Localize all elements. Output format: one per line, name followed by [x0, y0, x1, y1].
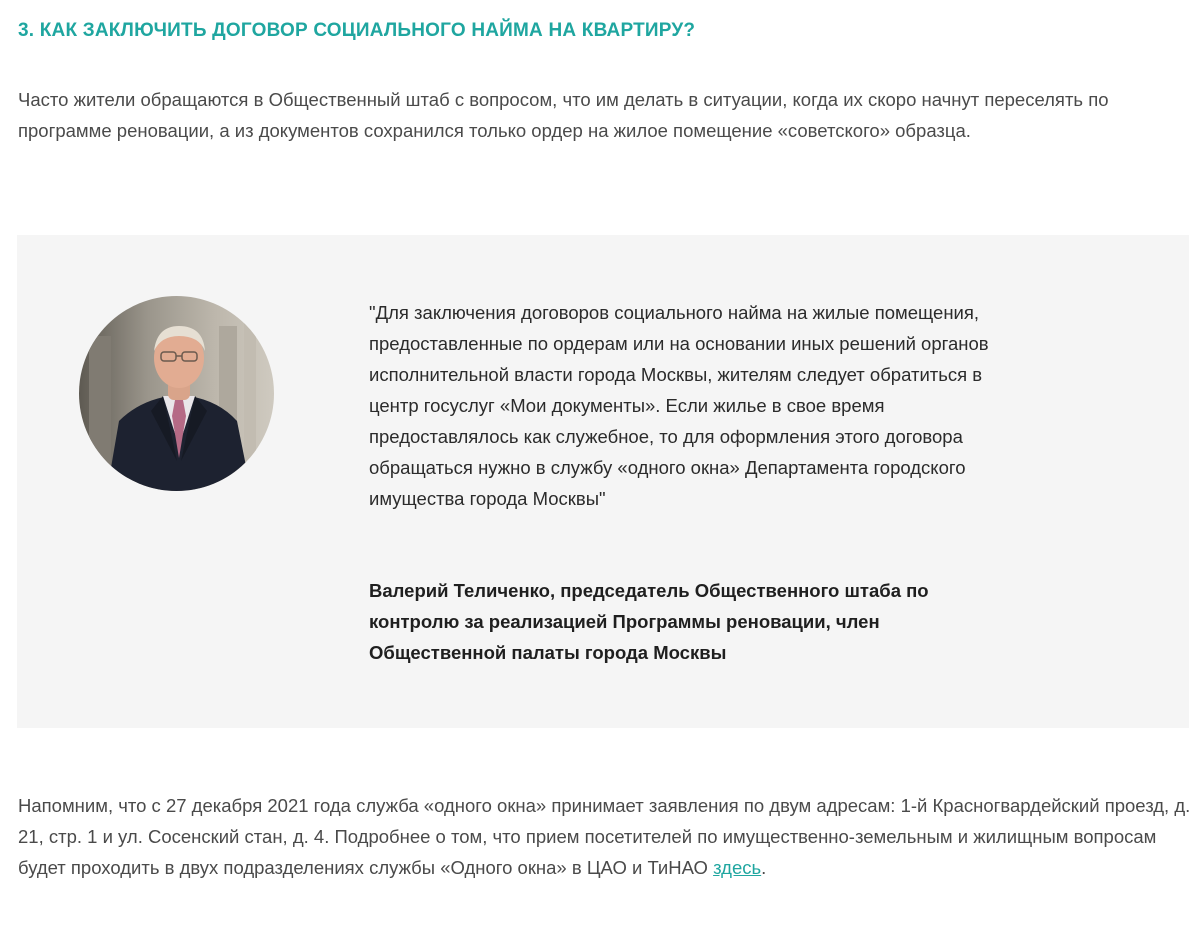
- intro-paragraph: Часто жители обращаются в Общественный штаб с вопросом, что им делать в ситуации, когда их скоро начнут переселять по программе реновации, а из документов сохранился только ордер на жилое помещение «советского» образца.: [18, 89, 1109, 141]
- here-link[interactable]: здесь: [713, 857, 762, 878]
- outro-text: Напомним, что с 27 декабря 2021 года служба «одного окна» принимает заявления по двум адресам: 1-й Красногвардейский проезд, д. 21, стр. 1 и ул. Сосенский стан, д. 4. Подробнее о том, что прием посетителей по имущественно-земельным и жилищным вопросам будет проходить в двух подразделениях службы «Одного окна» в ЦАО и ТиНАО: [18, 795, 1191, 878]
- section-heading: 3. КАК ЗАКЛЮЧИТЬ ДОГОВОР СОЦИАЛЬНОГО НАЙМА НА КВАРТИРУ?: [18, 20, 696, 41]
- outro-end: .: [761, 857, 767, 878]
- quote-author: Валерий Теличенко, председатель Общественного штаба по контролю за реализацией Программы реновации, член Общественной палаты города Москвы: [369, 580, 929, 663]
- quote-text: "Для заключения договоров социального найма на жилые помещения, предоставленные по ордерам или на основании иных решений органов исполнительной власти города Москвы, жителям следует обратиться в центр госуслуг «Мои документы». Если жилье в свое время предоставлялось как служебное, то для оформления этого договора обращаться нужно в службу «одного окна» Департамента городского имущества города Москвы": [369, 302, 989, 509]
- quote-block: [17, 235, 1189, 728]
- avatar: [79, 296, 274, 491]
- outro-paragraph: [18, 790, 1193, 883]
